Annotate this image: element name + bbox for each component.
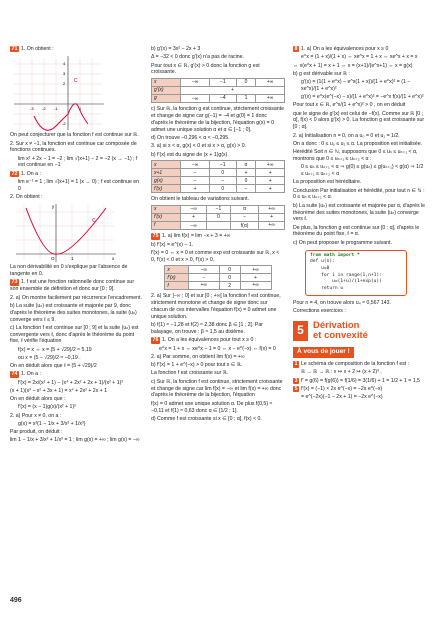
column-3 xyxy=(293,46,427,402)
ex72-p2: 2. On obtient : xyxy=(10,194,43,201)
ex8-eq1: e^x = (1 + x)/(1 + x) ⇔ xe^x = 1 + x ⇔ xe^x + x = x xyxy=(301,54,418,61)
ex74-p3: 2. a) Pour x ≠ 0, on a : xyxy=(10,412,62,419)
variation-table-f2: x −∞ 0 +∞ f′(x) − 0 + f +∞ 2 +∞ xyxy=(164,265,271,290)
tick-x: -1 xyxy=(54,106,58,112)
tick-x: -2 xyxy=(42,106,46,112)
ex8-eq2: ⇔ x(e^x + 1) = x + 1 ⇔ x = (x+1)/(e^x+1) ⇔ x = g(x) xyxy=(293,62,413,69)
column-2 xyxy=(151,46,285,424)
ex72-p3: La non dérivabilité en 0 s'explique par l'absence de tangente en 0. xyxy=(10,264,128,278)
ex1-eq1: ℝ → ℝ → ℝ : x ↦ x + 2 ↦ (x + 2)³ , xyxy=(301,369,382,376)
ex8-p6: Hérédité Soit n ∈ ℕ, supposons que 0 ≤ uₙ ≤ uₙ₊₁ < α, montrons que 0 ≤ uₙ₊₁ ≤ uₙ₊₂ < α : xyxy=(293,149,418,162)
ex8-p1: 8 1. a) On a les équivalences pour x ≥ 0 xyxy=(294,46,389,52)
ex8-p12: Pour n = 4, on trouve alors u₄ ≈ 0,567 143. xyxy=(293,299,391,306)
tick-x: 1 xyxy=(79,106,82,112)
ex76-p6: f(x) = 0 admet une unique solution α. De plus f(0,5) ≈ −0,11 et f(1) ≈ 0,63 donc α ∈ [1/2 ; 1]. xyxy=(151,400,273,414)
ex3-eq1: 3 f′ = g(6) = f(g(6)) = f(1/6) = 3(1/6) + 1 = 1/2 + 1 = 1,5 xyxy=(294,377,420,384)
code-line: u=0 xyxy=(310,265,330,271)
code-line: from math import * xyxy=(310,252,360,258)
ex75-p5: b) f(1) ≈ −1,28 et f(2) ≈ 2,38 donc β ∈ ]1 ; 2[. Par balayage, on trouve : β ≈ 1,5 au dixième. xyxy=(151,322,263,336)
c2-p5: d) On trouve −0,296 < α < −0,295. xyxy=(151,135,230,142)
ex76-eq1: e^x = 1 + x ⇔ xe^x − 1 = 0 ⇔ x − e^(−x) ⇔ f(x) = 0 xyxy=(159,345,276,352)
ex71-intro: 71 1. On obtient : xyxy=(11,46,54,52)
ex76-p4: La fonction f est croissante sur ℝ. xyxy=(151,370,229,377)
ex75-p2: b) f′(x) = e^(x) − 1. xyxy=(151,241,194,248)
ex76-p3: b) f′(x) = 1 + e^(−x) > 0 pour tout x ∈ ℝ. xyxy=(151,362,243,369)
ex8-eq4: g′(x) = e^x(e^(−x) − x)/(1 + e^x)² = −e^x f(x)/(1 + e^x)² xyxy=(301,94,424,101)
ex8-p9: b) La suite (uₙ) est croissante et majorée par α, d'après le théorème des suites monotones, la suite (uₙ) converge vers ℓ. xyxy=(293,202,426,223)
ex74-eq1: f′(x) = 2x/(x² + 1) − (x⁴ + 2x² + 2x + 1)/(x² + 1)² xyxy=(18,379,124,386)
tick-x: -3 xyxy=(30,106,34,112)
ex8-eq3: g′(x) = (1(1 + e^x) − e^x(1 + x))/(1 + e^x)² = (1 − xe^x)/(1 + e^x)² xyxy=(301,79,411,92)
ex8-p10: De plus, la fonction g est continue sur [0 ; α], d'après le théorème du point fixe, ℓ = α. xyxy=(293,224,420,238)
c2-p4: c) Sur ℝ, la fonction g est continue, strictement croissante et change de signe car g(−1) = −4 et g(0) = 1 donc d'après le théorème de la bijection, l'équation g(x) = 0 admet une unique solution α et α ∈ [−1 ; 0]. xyxy=(151,106,284,133)
python-code-block xyxy=(305,250,407,296)
axis-label-x: x xyxy=(112,256,115,262)
a-vous-de-jouer-banner: À vous de jouer ! xyxy=(293,347,354,359)
chapter-title: Dérivation et convexité xyxy=(313,319,368,341)
ex73-p2: 2. a) On montre facilement par récurrence l'encadrement. xyxy=(10,294,142,301)
graph-1 xyxy=(10,54,110,132)
exercise-number: 73 xyxy=(11,279,18,286)
exercise-number: 1 xyxy=(294,361,298,368)
ex74-p2: On en déduit alors que : xyxy=(10,396,66,403)
ex1-p1: 1 Le schéma de composition de la fonction f est : xyxy=(294,361,410,368)
ex74-p1: 74 1. On a : xyxy=(11,371,41,378)
variation-table-f: x −∞ −1 α +∞ f′(x) + 0 − + f −∞ f(α) +∞ xyxy=(151,205,285,230)
ex74-eq2: (x + 1)(x³ − x² + 3x + 1) = x⁴ + 2x² + 2x + 1 xyxy=(10,387,108,394)
page-number: 496 xyxy=(10,597,22,604)
ex73-p4: c) La fonction f est continue sur [0 ; 9] et la suite (uₙ) est convergente vers ℓ, donc d'après le théorème du point fixe, ℓ vérifie l'équation xyxy=(10,324,139,345)
ex8-eq5: Pour tout x ∈ ℝ, e^x/(1 + e^x)² > 0 , on en déduit xyxy=(293,102,406,109)
ex71-limits: lim x² + 2x − 1 = −2 ; lim √(x+1) − 2 = −2 (x → −1) ; f est continue en −1 xyxy=(18,155,138,169)
exercise-number: 71 xyxy=(11,46,18,52)
exercise-number: 8 xyxy=(294,46,298,52)
graph-label-c: C xyxy=(92,218,96,225)
c2-p2: Δ = −32 < 0 donc g′(x) n'a pas de racine. xyxy=(151,54,244,61)
ex74-p4: Par produit, on déduit : xyxy=(10,429,63,436)
c2-p1: b) g′(x) = 3x² − 2x + 3 xyxy=(151,46,201,52)
ex76-p7: d) Comme f est croissante si x ∈ [0 ; α], f(x) < 0. xyxy=(151,415,262,422)
ex72-intro: 72 1. On a : xyxy=(11,170,41,177)
ex5-eq2: = e^(−2x)(−1 − 2x + 1) = −2x e^(−x) xyxy=(301,394,383,401)
ex8-p4: 2. a) Initialisation n = 0, on a u₀ = 0 et u₁ = 1/2. xyxy=(293,132,400,139)
ex8-p5: On a donc : 0 ≤ u₀ ≤ u₁ ≤ α. La proposition est initialisée. xyxy=(293,140,423,147)
ex73-p1: 73 1. f est une fonction rationnelle donc continue sur son ensemble de définition et donc sur [0 ; 9]. xyxy=(10,279,135,293)
column-1 xyxy=(10,46,142,446)
ex76-p1: 76 1. On a les équivalences pour tout x ≥ 0 : xyxy=(152,337,257,344)
origin-label: O xyxy=(51,256,55,262)
exercise-number: 5 xyxy=(294,385,298,392)
ex76-p2: 2. a) Par somme, on obtient lim f(x) = +∞ xyxy=(151,353,245,360)
exercise-number: 76 xyxy=(152,337,159,344)
ex8-p2: b) g est dérivable sur ℝ : xyxy=(293,70,350,77)
ex75-p4: 2. a) Sur ]−∞ ; 0] et sur [0 ; +∞[ la fonction f est continue, strictement monotone et change de signe donc sur chacun de ces intervalles l'équation f(x) = 0 admet une unique solution. xyxy=(151,293,281,321)
ex75-p1: 75 1. a) lim f(x) = lim −x + 3 = +∞ xyxy=(152,233,231,240)
ex8-eq6: 0 ≤ uₙ ≤ uₙ₊₁ < α ⇒ g(0) ≤ g(uₙ) ≤ g(uₙ₊₁) < g(α) ⇒ 1/2 ≤ uₙ₊₁ ≤ uₙ₊₂ < α xyxy=(301,164,424,178)
c2-p7: b) f′(x) est du signe de (x + 1)g(x). xyxy=(151,151,229,158)
ex73-p3: b) La suite (uₙ) est croissante et majorée par 9, donc d'après le théorème des suites monotones, la suite (uₙ) converge vers ℓ ≤ 9. xyxy=(10,302,137,323)
ex5-eq1: 5 f′(x) = (−1) × 2x e^(−x) = −2x e^(−x) xyxy=(294,385,383,392)
ex8-p7: La proposition est héréditaire. xyxy=(293,179,362,186)
tick-y: -2 xyxy=(62,121,66,127)
exercise-number: 72 xyxy=(11,170,18,177)
ex75-p3: f′(x) = 0 ⇔ x = 0 et comme exp est croissante sur ℝ, x < 0, f′(x) < 0 et x > 0, f′(x) > 0. xyxy=(151,249,280,263)
exercise-number: 75 xyxy=(152,233,159,240)
tick-y: 3 xyxy=(63,71,66,77)
tick-y: 4 xyxy=(63,61,66,67)
graph-label-c: C xyxy=(74,78,78,85)
code-line: for i in range(1,n+1): xyxy=(310,272,382,278)
ex72-limits: lim e⁻¹ = 1 ; lim √(x+1) = 1 (x → 0) ; f est continue en 0 xyxy=(18,178,140,192)
code-line: u=(1+u)/(1+exp(u)) xyxy=(310,279,382,285)
axis-label-y: y xyxy=(52,204,55,210)
tick-y: 2 xyxy=(63,81,66,87)
sign-table: x −∞ −1 α +∞ x+1 − 0 + + g(x) − − 0 + f′(x) + 0 − + xyxy=(151,160,285,193)
graph-2 xyxy=(10,202,120,264)
chapter-number: 5 xyxy=(293,321,308,341)
curve-c2 xyxy=(26,208,106,254)
ex74-eq3: f′(x) = (x − 1)g(x)/(x² + 1)² xyxy=(18,404,76,411)
ex8-p3: que le signe de g′(x) est celui de −f(x). Comme sur ℝ [0 ; α], f(x) < 0 alors g′(x) > 0. La fonction g est croissante sur [0 ; α]. xyxy=(293,110,425,131)
c2-p6: 3. a) si x < α, g(x) < 0 et si x > α, g(x) > 0. xyxy=(151,143,247,150)
ex8-p13: Corrections exercices : xyxy=(293,307,346,314)
ex73-eq1: f(x) = x ⇔ x = (5 + √29)/2 ≈ 5,19 xyxy=(18,346,92,353)
code-line: return u xyxy=(310,285,344,291)
c2-p8: On obtient le tableau de variations suivant. xyxy=(151,196,250,203)
ex71-p1: On peut conjecturer que la fonction f est continue sur ℝ. xyxy=(10,132,139,139)
ex73-p5: On en déduit alors que ℓ = (5 + √29)/2 xyxy=(10,363,97,370)
exercise-number: 74 xyxy=(11,371,18,378)
ex74-eq5: lim 1 − 1/x + 3/x² + 1/x³ = 1 ; lim g(x) = +∞ ; lim g(x) = −∞ xyxy=(10,437,140,444)
variation-table-g: x −∞ −1 0 +∞ g′(x) + g −∞ −4 1 +∞ xyxy=(151,78,285,103)
ex8-p8: Conclusion Par initialisation et hérédité, pour tout n ∈ ℕ : 0 ≤ uₙ ≤ uₙ₊₁ < α. xyxy=(293,187,425,201)
code-line: def u(n): xyxy=(310,259,335,265)
ex76-p5: c) Sur ℝ, la fonction f est continue, strictement croissante et change de signe car lim f(x) = −∞ et lim f(x) = +∞ donc d'après le théorème de la bijection, l'équation xyxy=(151,378,283,399)
exercise-number: 3 xyxy=(294,377,298,384)
tick-x: 1 xyxy=(71,256,74,262)
ex8-p11: c) On peut proposer le programme suivant. xyxy=(293,239,392,246)
c2-p3: Pour tout x ∈ ℝ, g′(x) > 0 donc la fonction g est croissante. xyxy=(151,62,260,76)
ex71-p2: 2. Sur x ≠ −1, la fonction est continue car composée de fonctions continues. xyxy=(10,140,137,154)
chapter-header xyxy=(293,321,427,341)
ex74-eq4: g(x) = x³(1 − 1/x + 3/x² + 1/x³) xyxy=(18,420,86,427)
ex73-eq2: ou x = (5 − √29)/2 ≈ −0,19 . xyxy=(18,354,81,361)
